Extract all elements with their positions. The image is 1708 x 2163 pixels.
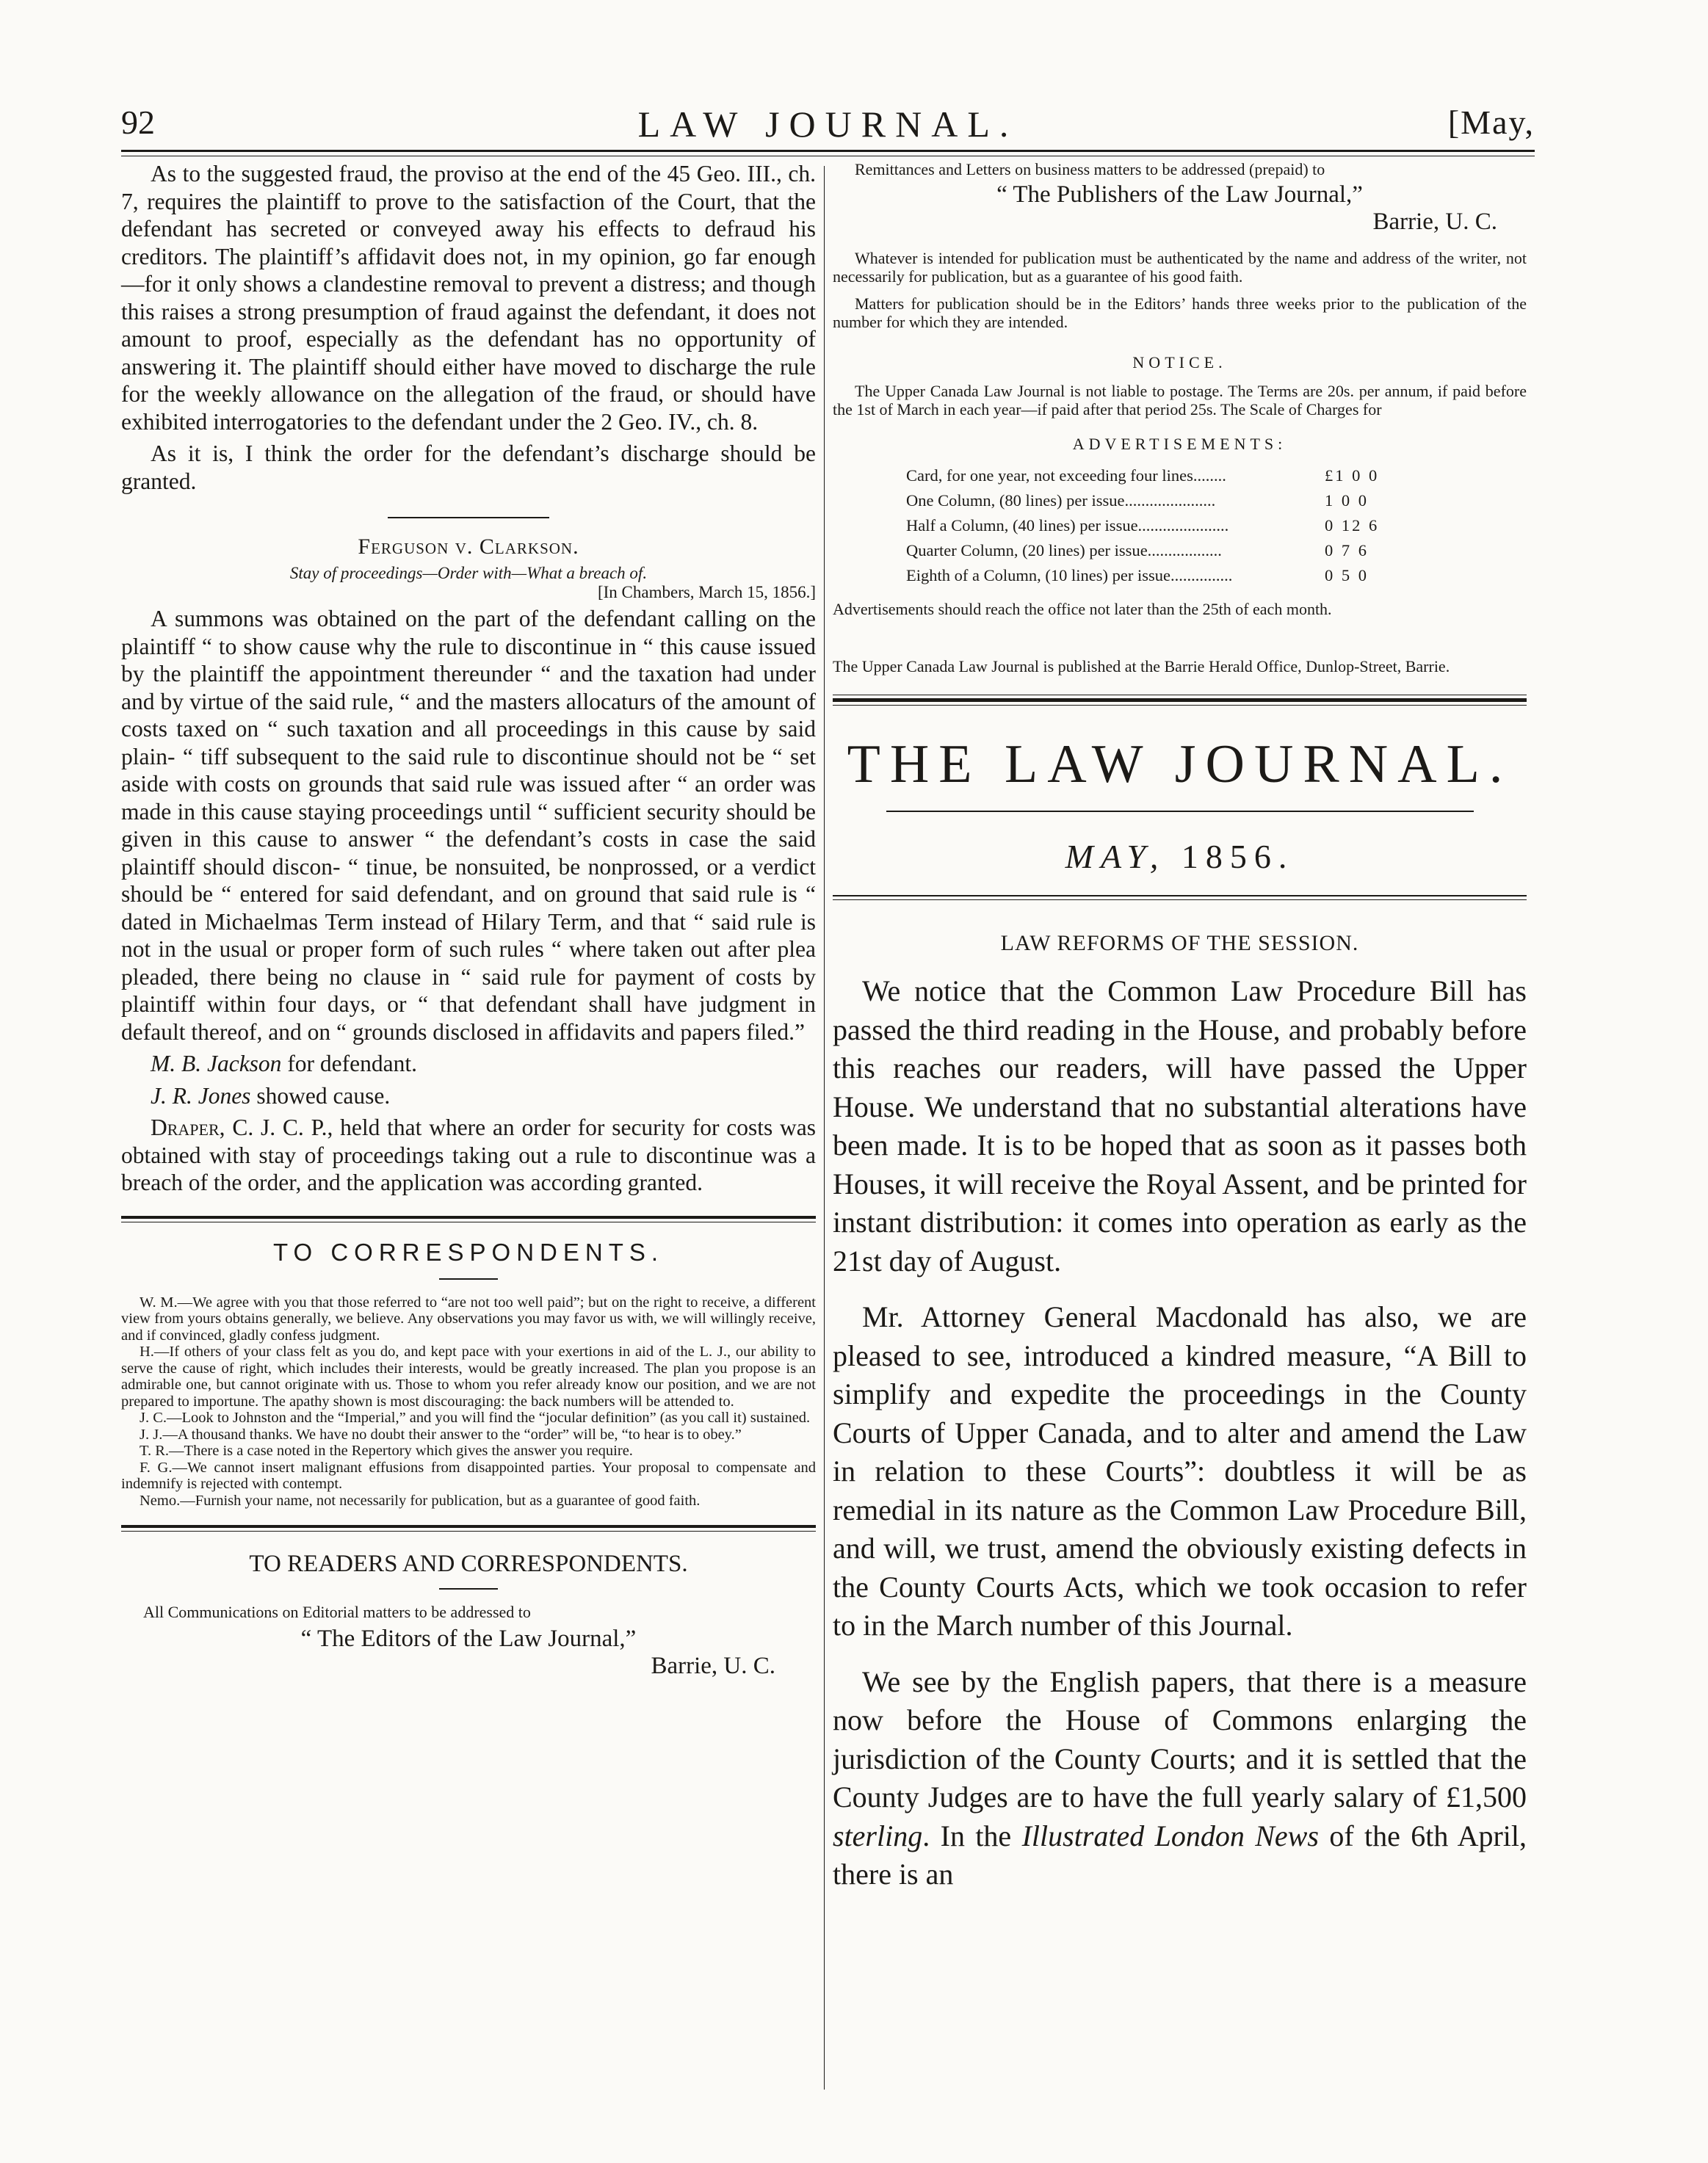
date-rule-thin <box>833 899 1527 900</box>
deadline-note: Matters for publication should be in the Editors’ hands three weeks prior to the publication of the number for which they are intended. <box>833 294 1527 331</box>
ad-price: 0 7 6 <box>1325 541 1369 559</box>
readers-top-rule <box>121 1525 816 1528</box>
counsel-2-role: showed cause. <box>250 1082 391 1109</box>
date-rule <box>833 895 1527 896</box>
issue-year: 1856. <box>1181 838 1295 875</box>
remittances-text: Remittances and Letters on business matters to be addressed (prepaid) to <box>855 160 1325 178</box>
correspondent-entry-wm: W. M.—We agree with you that those referred to “are not too well paid”; but on the right to receive, a different view from yours obtains generally, we believe. Any observations you may favor us with, we will willingly receive, and if convinced, gladly confess judgment. <box>121 1294 816 1344</box>
correspondents-heading: TO CORRESPONDENTS. <box>272 1238 665 1266</box>
case-subtitle: Stay of proceedings—Order with—What a breach of. <box>289 564 648 582</box>
correspondents-heading-rule <box>439 1278 498 1280</box>
advertisements-heading: ADVERTISEMENTS: <box>1072 435 1287 453</box>
article-p3-part-a: We see by the English papers, that there is a measure now before the House of Commons enlarging the jurisdiction of the County Courts; and it is settled that the County Judges are to have the full yearly salary of £1,500 <box>833 1664 1527 1814</box>
counsel-1-name: M. B. Jackson <box>151 1051 282 1076</box>
page-number: 92 <box>121 104 155 141</box>
correspondent-entry-tr: T. R.—There is a case noted in the Repertory which gives the answer you require. <box>140 1443 633 1459</box>
ad-item: Half a Column, (40 lines) per issue...................... <box>906 516 1229 535</box>
counsel-line-2 <box>121 1082 816 1110</box>
correspondent-entry-nemo: Nemo.—Furnish your name, not necessarily for publication, but as a guarantee of good faith. <box>140 1492 701 1509</box>
notice-heading: NOTICE. <box>1132 353 1227 372</box>
ad-price: 0 5 0 <box>1325 566 1369 584</box>
ad-price: 1 0 0 <box>1325 491 1369 510</box>
judgment-text: , C. J. C. P., held that where an order for security for costs was obtained with stay of proceedings taking out a rule to discontinue was a breach of the order, and the application was according granted. <box>121 1115 816 1195</box>
judge-name: Draper <box>151 1115 220 1140</box>
masthead-top-rule-thin-2 <box>833 705 1527 706</box>
advertisement-rates <box>906 463 1420 588</box>
editors-place: Barrie, U. C. <box>651 1653 775 1679</box>
header-month: [May, <box>1447 104 1535 141</box>
ad-item: Eighth of a Column, (10 lines) per issue............... <box>906 566 1233 584</box>
article-paragraph-3 <box>833 1663 1527 1894</box>
left-column <box>121 160 816 1680</box>
correspondents-list <box>121 1294 816 1510</box>
counsel-line-1 <box>121 1050 816 1078</box>
case-paragraph: A summons was obtained on the part of the defendant calling on the plaintiff “ to show cause why the rule to discontinue in “ this cause issued by the plaintiff the appointment thereunder “ and the taxation had under and by virtue of the said rule, “ and the masters allocaturs of the amount of costs taxed on “ such taxation and all proceedings in this cause by said plain- “ tiff subsequent to the said rule to discontinue should not be “ set aside with costs on grounds that said rule was issued after “ an order was made in this cause staying proceedings until “ sufficient security should be given in this cause to answer “ the defendant’s costs in case the said plaintiff should discon- “ tinue, be nonsuited, be nonprossed, or a verdict should be “ entered for said defendant, and on ground that said rule is “ dated in Michaelmas Term instead of Hilary Term, and that “ said rule is not in the usual or proper form of such rules “ where taken out after plea pleaded, there being no clause in “ said rule for payment of costs by plaintiff within four days, or “ that defendant shall have judgment in default thereof, and on “ grounds disclosed in affidavits and papers filed.” <box>121 606 816 1045</box>
case-title: Ferguson v. Clarkson. <box>358 535 579 559</box>
ad-rate-row <box>906 463 1420 488</box>
readers-heading: TO READERS AND CORRESPONDENTS. <box>249 1551 688 1577</box>
editors-address: “ The Editors of the Law Journal,” <box>300 1626 637 1652</box>
ads-deadline: Advertisements should reach the office not later than the 25th of each month. <box>833 600 1332 618</box>
article-title: LAW REFORMS OF THE SESSION. <box>1000 931 1359 955</box>
article-paragraph-1: We notice that the Common Law Procedure Bill has passed the third reading in the House, and probably before this reaches our readers, will have passed the Upper House. We understand that no substantial alterations have been made. It is to be hoped that as soon as it passes both Houses, it will receive the Royal Assent, and be printed for instant distribution: it comes into operation as early as the 21st day of August. <box>833 974 1527 1278</box>
counsel-2-name: J. R. Jones <box>151 1082 251 1109</box>
journal-name: LAW JOURNAL. <box>637 104 1018 145</box>
judgment-paragraph <box>121 1114 816 1197</box>
correspondent-entry-jc: J. C.—Look to Johnston and the “Imperial,” and you will find the “jocular definition” (as you call it) sustained. <box>140 1410 811 1426</box>
readers-heading-rule <box>439 1588 498 1590</box>
issue-date <box>833 837 1527 876</box>
case-date: [In Chambers, March 15, 1856.] <box>597 583 816 601</box>
readers-text: All Communications on Editorial matters to be addressed to <box>143 1603 531 1621</box>
ad-item: Card, for one year, not exceeding four lines........ <box>906 466 1226 485</box>
header-rule <box>121 150 1535 152</box>
issue-month: MAY, <box>1065 838 1166 875</box>
running-head <box>121 103 1535 147</box>
left-paragraph-2: As it is, I think the order for the defendant’s discharge should be granted. <box>121 441 816 494</box>
publishers-place: Barrie, U. C. <box>1372 209 1497 235</box>
masthead-top-rule <box>833 698 1527 702</box>
notice-text: The Upper Canada Law Journal is not liable to postage. The Terms are 20s. per annum, if paid before the 1st of March in each year—if paid after that period 25s. The Scale of Charges for <box>833 382 1527 419</box>
ad-item: Quarter Column, (20 lines) per issue.................. <box>906 541 1222 559</box>
article-p3-sterling: sterling <box>833 1819 923 1852</box>
case-divider <box>388 517 549 518</box>
published-at: The Upper Canada Law Journal is published at the Barrie Herald Office, Dunlop-Street, Barrie. <box>833 657 1450 675</box>
ad-price: 0 12 6 <box>1325 516 1380 535</box>
right-column <box>833 160 1527 1894</box>
readers-top-rule-thin <box>121 1531 816 1532</box>
authentication-note: Whatever is intended for publication must be authenticated by the name and address of the writer, not necessarily for publication, but as a guarantee of his good faith. <box>833 249 1527 286</box>
column-separator <box>824 166 825 2090</box>
ad-item: One Column, (80 lines) per issue...................... <box>906 491 1216 510</box>
ad-rate-row <box>906 513 1420 538</box>
left-paragraph-1: As to the suggested fraud, the proviso at the end of the 45 Geo. III., ch. 7, requires the plaintiff to prove to the satisfaction of the Court, that the defendant has secreted or conveyed away his effects to defraud his creditors. The plaintiff’s affidavit does not, in my opinion, go far enough—for it only shows a clandestine removal to prevent a distress; and though this raises a strong presumption of fraud against the defendant, it does not amount to proof, especially as the defendant has no opportunity of answering it. The plaintiff should either have moved to discharge the rule for the weekly allowance on the allegation of the fraud, or should have exhibited interrogatories to the defendant under the 2 Geo. IV., ch. 8. <box>121 161 816 435</box>
ad-rate-row <box>906 563 1420 588</box>
correspondent-entry-fg: F. G.—We cannot insert malignant effusions from disappointed parties. Your proposal to compensate and indemnify is rejected with contempt. <box>121 1459 816 1492</box>
counsel-1-role: for defendant. <box>281 1051 417 1076</box>
correspondent-entry-jj: J. J.—A thousand thanks. We have no doubt their answer to the “order” will be, “to hear is to obey.” <box>140 1426 742 1443</box>
article-p3-part-c: of the 6th April, there is an <box>833 1819 1527 1891</box>
ad-rate-row <box>906 538 1420 563</box>
article-paragraph-2: Mr. Attorney General Macdonald has also, we are pleased to see, introduced a kindred measure, “A Bill to simplify and expedite the proceedings in the County Courts of Upper Canada, and to alter and amend the Law in relation to these Courts”: doubtless it will be as remedial in its nature as the Common Law Procedure Bill, and will, we trust, amend the obviously existing defects in the County Courts Acts, which we took occasion to refer to in the March number of this Journal. <box>833 1300 1527 1642</box>
ad-rate-row <box>906 488 1420 513</box>
correspondents-top-rule <box>121 1216 816 1219</box>
masthead-underline <box>886 811 1474 812</box>
ad-price: £1 0 0 <box>1325 466 1380 485</box>
article-p3-part-b: . In the <box>922 1819 1022 1852</box>
correspondent-entry-h: H.—If others of your class felt as you do, and kept pace with your exertions in aid of the L. J., our ability to serve the cause of right, which includes their interests, would be greatly increased. The plan you propose is an admirable one, but cannot originate with us. Those to whom you refer already know our position, and we are not prepared to importune. The apathy shown is most discouraging: the back numbers will be attended to. <box>121 1344 816 1410</box>
publishers-address: “ The Publishers of the Law Journal,” <box>996 181 1363 208</box>
article-p3-newspaper: Illustrated London News <box>1021 1819 1319 1852</box>
masthead-title: THE LAW JOURNAL. <box>847 734 1513 794</box>
